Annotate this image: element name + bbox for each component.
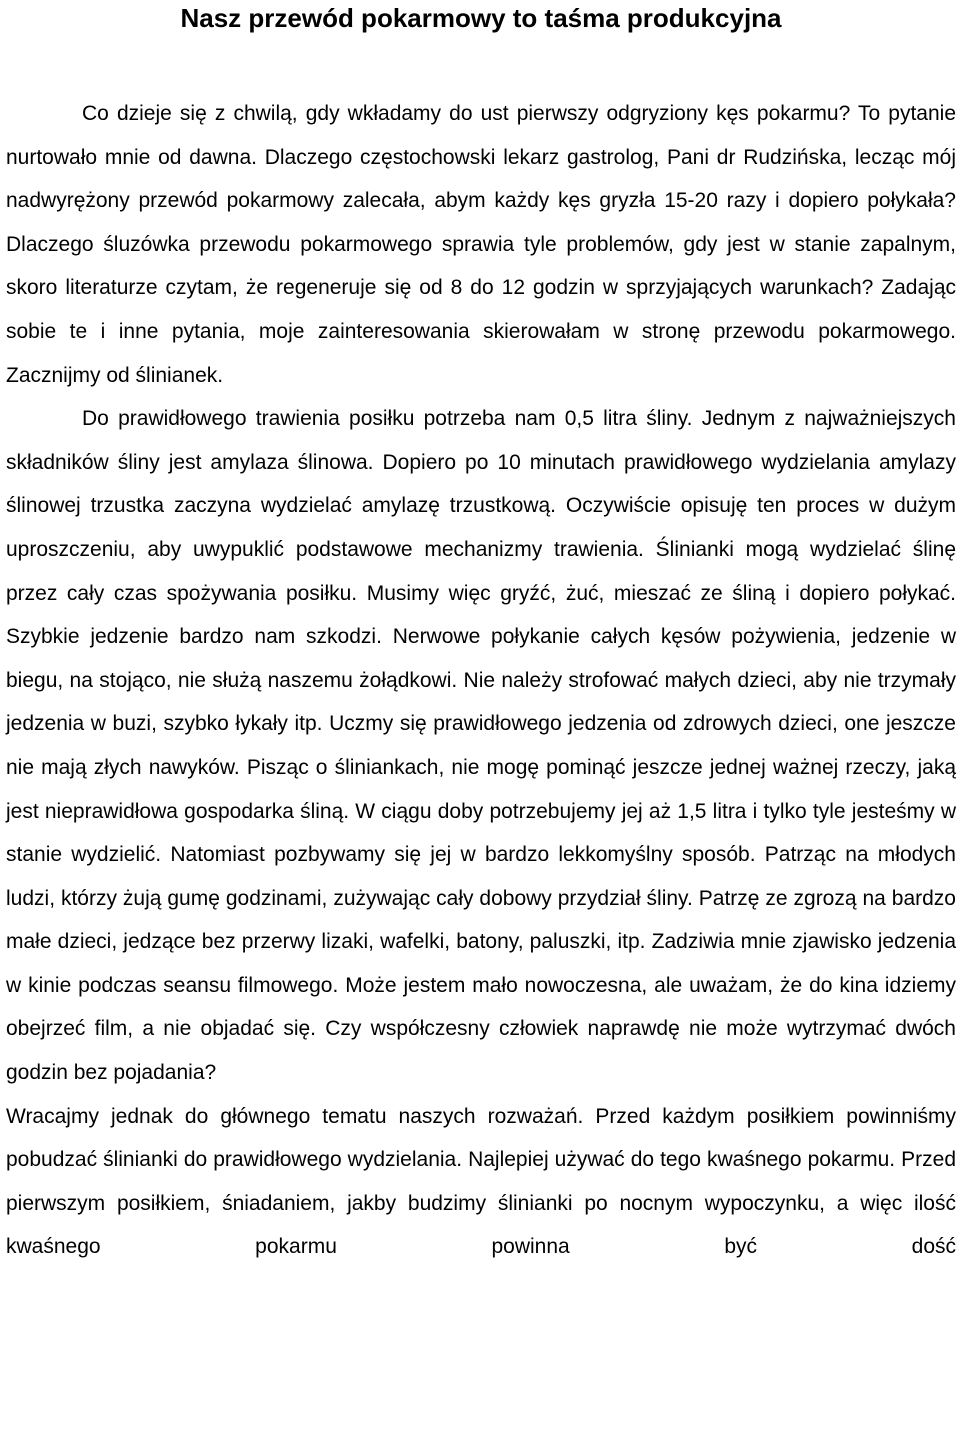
paragraph-2: Do prawidłowego trawienia posiłku potrzeba nam 0,5 litra śliny. Jednym z najważniejszych składników śliny jest amylaza ślinowa. Dopiero po 10 minutach prawidłowego wydzielania amylazy ślinowej trzustka zaczyna wydzielać amylazę trzustkową. Oczywiście opisuję ten proces w dużym uproszczeniu, aby uwypuklić podstawowe mechanizmy trawienia. Ślinianki mogą wydzielać ślinę przez cały czas spożywania posiłku. Musimy więc gryźć, żuć, mieszać ze śliną i dopiero połykać. Szybkie jedzenie bardzo nam szkodzi. Nerwowe połykanie całych kęsów pożywienia, jedzenie w biegu, na stojąco, nie służą naszemu żołądkowi. Nie należy strofować małych dzieci, aby nie trzymały jedzenia w buzi, szybko łykały itp. Uczmy się prawidłowego jedzenia od zdrowych dzieci, one jeszcze nie mają złych nawyków. Pisząc o śliniankach, nie mogę pominąć jeszcze jednej ważnej rzeczy, jaką jest nieprawidłowa gospodarka śliną. W ciągu doby potrzebujemy jej aż 1,5 litra i tylko tyle jesteśmy w stanie wydzielić. Natomiast pozbywamy się jej w bardzo lekkomyślny sposób. Patrząc na młodych ludzi, którzy żują gumę godzinami, zużywając cały dobowy przydział śliny. Patrzę ze zgrozą na bardzo małe dzieci, jedzące bez przerwy lizaki, wafelki, batony, paluszki, itp. Zadziwia mnie zjawisko jedzenia w kinie podczas seansu filmowego. Może jestem mało nowoczesna, ale uważam, że do kina idziemy obejrzeć film, a nie objadać się. Czy współczesny człowiek naprawdę nie może wytrzymać dwóch godzin bez pojadania? [6, 407, 956, 1085]
document-title: Nasz przewód pokarmowy to taśma produkcyjna [180, 3, 782, 33]
paragraph-1: Co dzieje się z chwilą, gdy wkładamy do ust pierwszy odgryziony kęs pokarmu? To pytanie nurtowało mnie od dawna. Dlaczego częstochowski lekarz gastrolog, Pani dr Rudzińska, lecząc mój nadwyrężony przewód pokarmowy zalecała, abym każdy kęs gryzła 15-20 razy i dopiero połykała? Dlaczego śluzówka przewodu pokarmowego sprawia tyle problemów, gdy jest w stanie zapalnym, skoro literaturze czytam, że regeneruje się od 8 do 12 godzin w sprzyjających warunkach? Zadając sobie te i inne pytania, moje zainteresowania skierowałam w stronę przewodu pokarmowego. Zacznijmy od ślinianek. [6, 102, 956, 387]
document-body [6, 92, 956, 1269]
paragraph-3: Wracajmy jednak do głównego tematu naszych rozważań. Przed każdym posiłkiem powinniśmy pobudzać ślinianki do prawidłowego wydzielania. Najlepiej używać do tego kwaśnego pokarmu. Przed pierwszym posiłkiem, śniadaniem, jakby budzimy ślinianki po nocnym wypoczynku, a więc ilość kwaśnego pokarmu powinna być dość [6, 1104, 956, 1259]
